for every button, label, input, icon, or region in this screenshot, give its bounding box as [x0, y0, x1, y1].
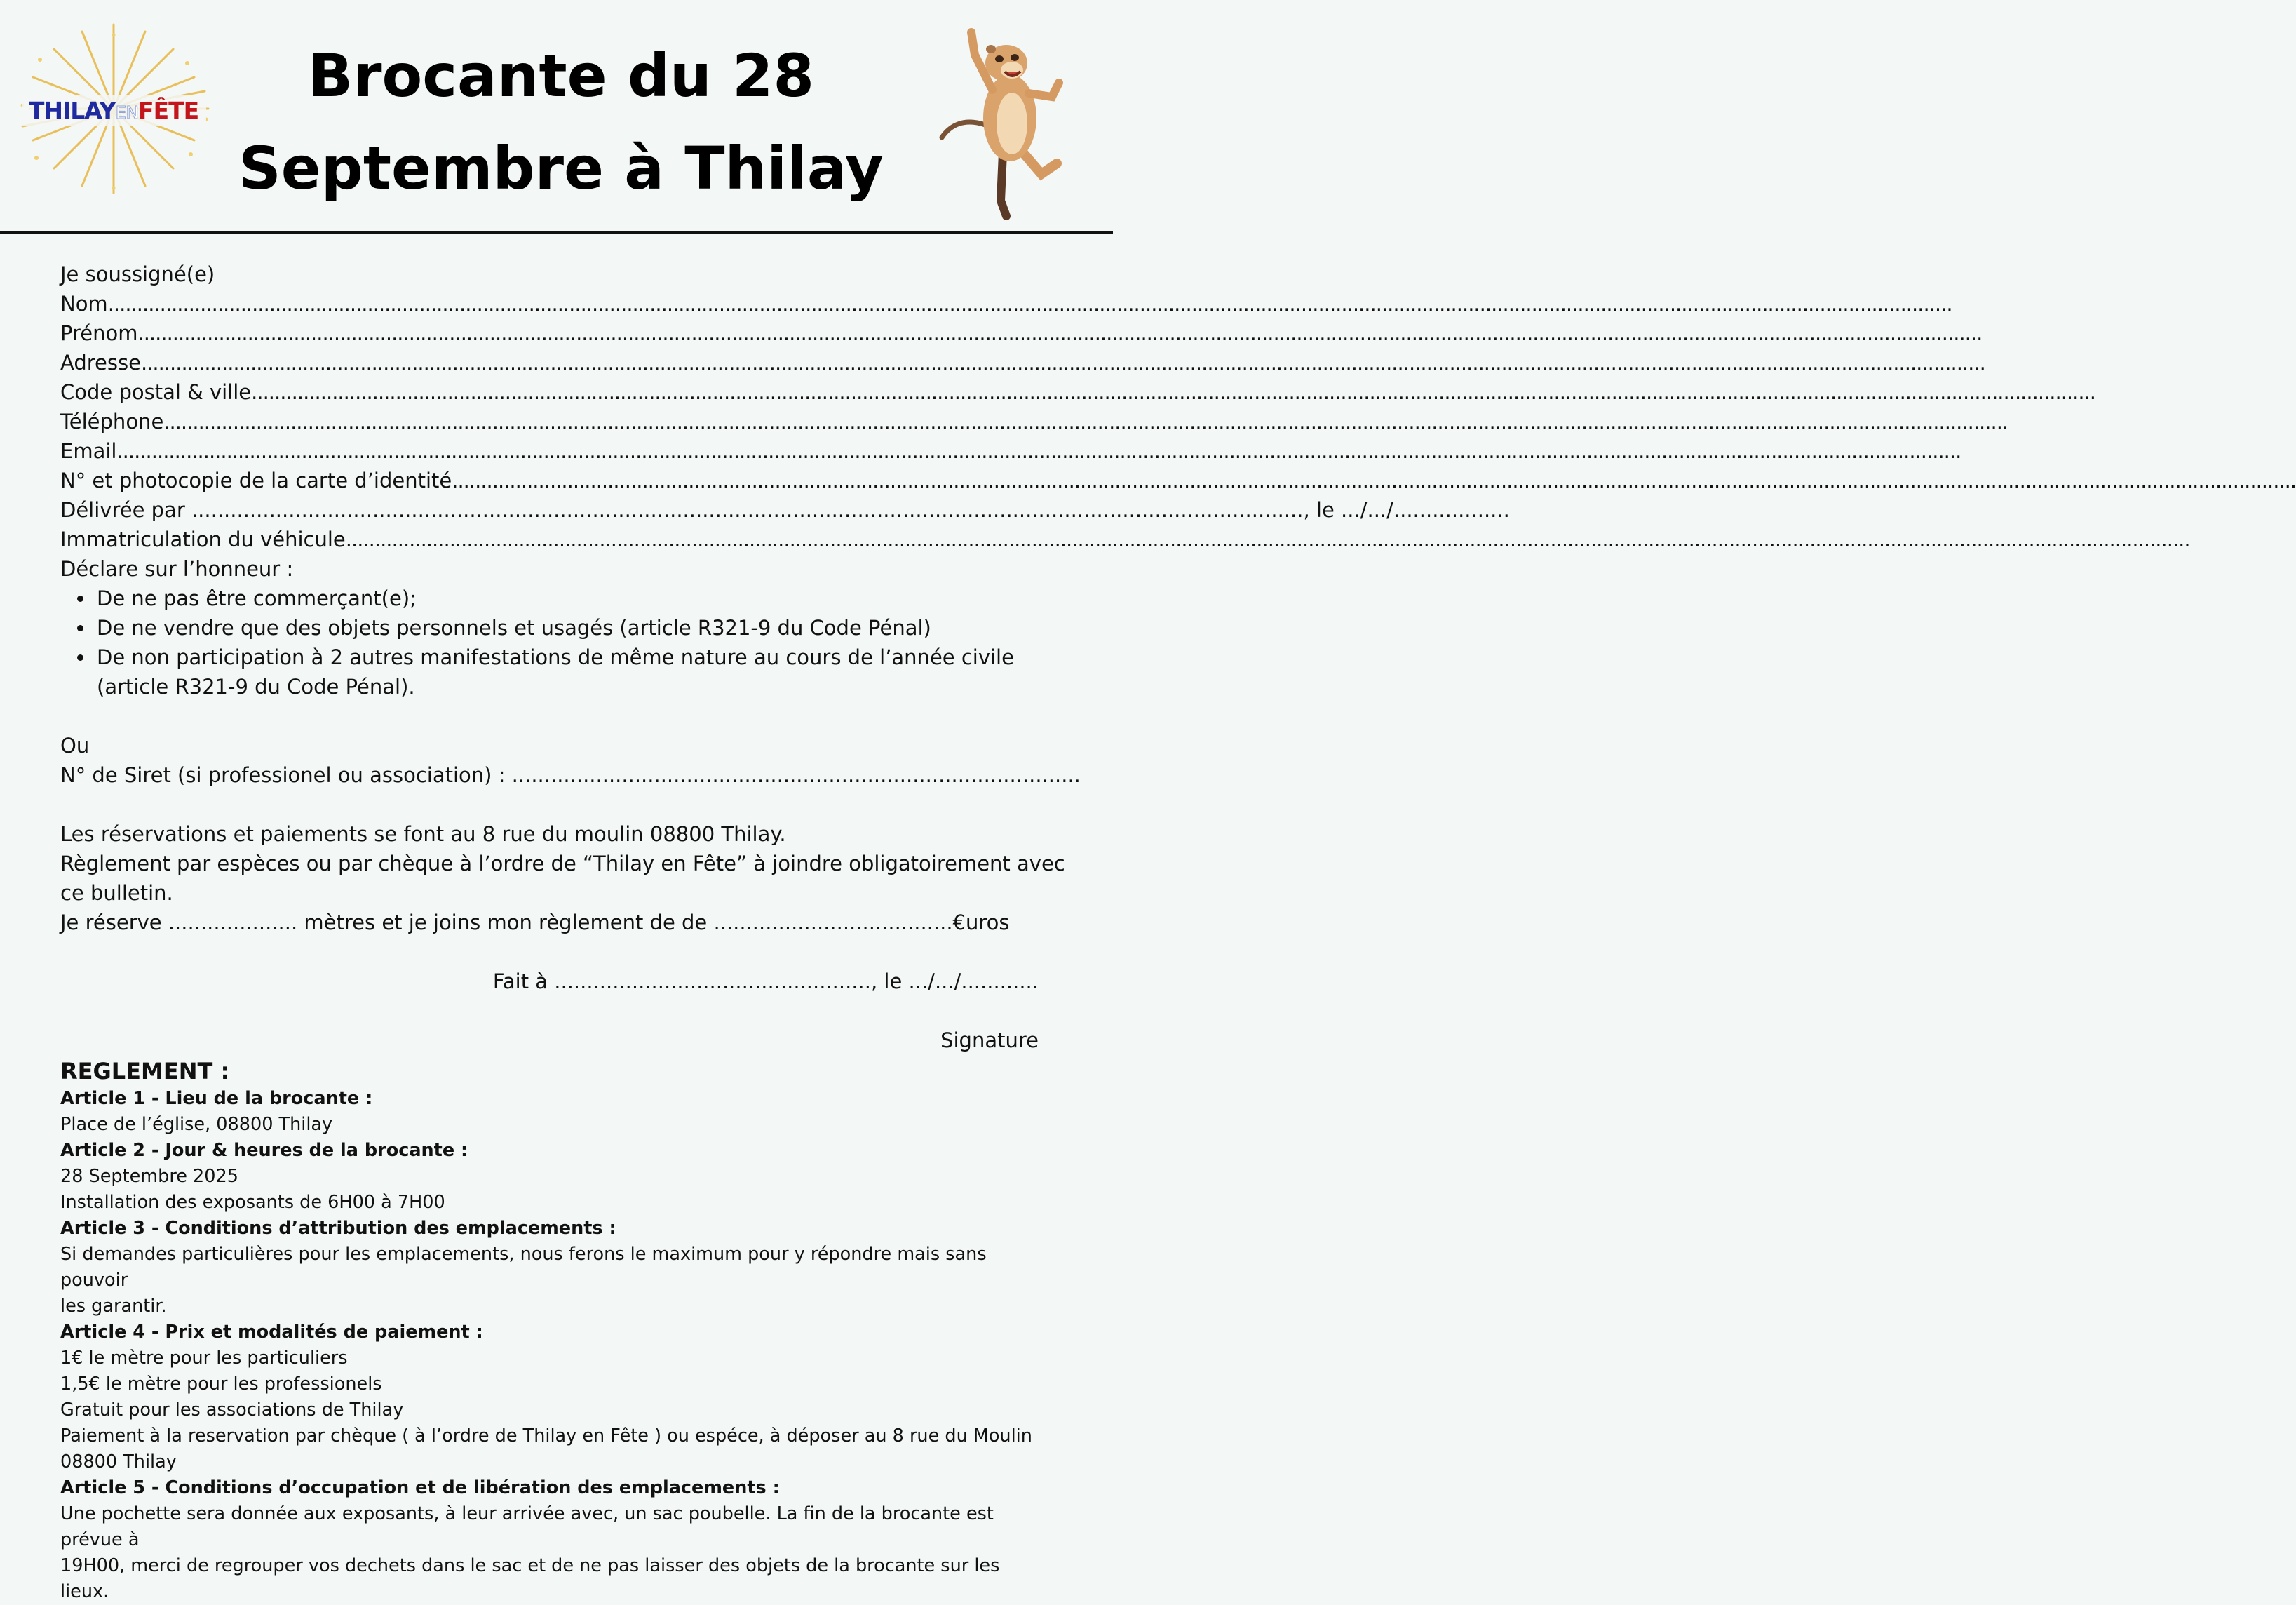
- article-2: [60, 1138, 1049, 1216]
- field-prenom-dots[interactable]: [137, 318, 1982, 348]
- article-title: Article 1 - Lieu de la brocante :: [60, 1088, 373, 1109]
- field-fait-a[interactable]: Fait à ................................................., le .../.../............: [492, 969, 1039, 993]
- article-line: Installation des exposants de 6H00 à 7H00: [60, 1192, 445, 1213]
- signature-label: Signature: [940, 1028, 1039, 1052]
- article-line: Gratuit pour les associations de Thilay: [60, 1399, 404, 1421]
- article-4: [60, 1319, 1049, 1475]
- declaration-list: [60, 584, 1042, 672]
- declare-heading: Déclare sur l’honneur :: [60, 557, 294, 581]
- form-intro: Je soussigné(e): [60, 262, 215, 286]
- article-title: Article 2 - Jour & heures de la brocante :: [60, 1140, 468, 1161]
- field-immatriculation[interactable]: [60, 525, 1039, 554]
- article-line: Paiement à la reservation par chèque ( à l’ordre de Thilay en Fête ) ou espéce, à déposer au 8 rue du Moulin: [60, 1425, 1032, 1446]
- field-prenom[interactable]: [60, 318, 1039, 348]
- article-title: Article 5 - Conditions d’occupation et de libération des emplacements :: [60, 1477, 780, 1498]
- title-line-2: Septembre à Thilay: [238, 134, 884, 203]
- article-line: Si demandes particulières pour les emplacements, nous ferons le maximum pour y répondre mais sans pouvoir: [60, 1244, 987, 1291]
- field-nom[interactable]: [60, 289, 1039, 318]
- article-line: 08800 Thilay: [60, 1451, 177, 1472]
- article-line: les garantir.: [60, 1296, 167, 1317]
- field-telephone-dots[interactable]: [163, 407, 2008, 436]
- declaration-item: De ne pas être commerçant(e);: [97, 584, 1042, 613]
- field-email-dots[interactable]: [116, 436, 1961, 466]
- field-adresse[interactable]: [60, 348, 1039, 377]
- field-telephone[interactable]: [60, 407, 1039, 436]
- article-line: Place de l’église, 08800 Thilay: [60, 1114, 333, 1135]
- field-prenom-label: Prénom: [60, 321, 138, 345]
- field-carte-identite-dots[interactable]: [452, 466, 2296, 495]
- article-1: [60, 1086, 1049, 1138]
- reglement-title: REGLEMENT :: [60, 1058, 230, 1084]
- reservations-info: Les réservations et paiements se font au 8 rue du moulin 08800 Thilay.: [60, 822, 786, 846]
- article-line: 19H00, merci de regrouper vos dechets dans le sac et de ne pas laisser des objets de la brocante sur les lieux.: [60, 1555, 1000, 1602]
- field-telephone-label: Téléphone: [60, 410, 164, 434]
- meerkat-mascot-icon: [936, 13, 1083, 223]
- declaration-item: De non participation à 2 autres manifestations de même nature au cours de l’année civile: [97, 643, 1042, 672]
- logo-text-fete: FÊTE: [138, 97, 199, 124]
- declaration-item-continuation: (article R321-9 du Code Pénal).: [97, 675, 415, 699]
- declaration-item: De ne vendre que des objets personnels et usagés (article R321-9 du Code Pénal): [97, 613, 1042, 643]
- title-line-1: Brocante du 28: [308, 41, 814, 110]
- logo-text-en: EN: [115, 102, 139, 123]
- article-line: 28 Septembre 2025: [60, 1166, 238, 1187]
- article-3: [60, 1216, 1049, 1319]
- field-immatriculation-label: Immatriculation du véhicule: [60, 528, 346, 551]
- field-nom-label: Nom: [60, 292, 108, 316]
- field-carte-identite-label: N° et photocopie de la carte d’identité: [60, 469, 452, 492]
- field-cp-ville-label: Code postal & ville: [60, 380, 252, 404]
- field-nom-dots[interactable]: [108, 289, 1952, 318]
- article-line: Une pochette sera donnée aux exposants, à leur arrivée avec, un sac poubelle. La fin de la brocante est prévue à: [60, 1503, 994, 1550]
- registration-form: [60, 260, 1510, 1055]
- field-cp-ville-dots[interactable]: [251, 377, 2095, 407]
- field-carte-identite[interactable]: [60, 466, 1039, 495]
- logo-text-thilay: THILAY: [28, 97, 116, 124]
- article-5: [60, 1475, 1049, 1605]
- field-adresse-label: Adresse: [60, 351, 141, 375]
- article-title: Article 3 - Conditions d’attribution des emplacements :: [60, 1218, 616, 1239]
- article-line: 1,5€ le mètre pour les professionels: [60, 1374, 382, 1395]
- article-title: Article 4 - Prix et modalités de paiement :: [60, 1322, 483, 1343]
- page-title: [210, 29, 912, 215]
- reglement-info-1: Règlement par espèces ou par chèque à l’ordre de “Thilay en Fête” à joindre obligatoirement avec: [60, 852, 1065, 875]
- reglement-info-2: ce bulletin.: [60, 881, 173, 905]
- field-delivree[interactable]: Délivrée par ............................................................................................................................................................................, le .../.../..................: [60, 498, 1510, 522]
- field-siret[interactable]: N° de Siret (si professionel ou association) : ........................................................................................: [60, 763, 1081, 787]
- logo-wordmark: [8, 97, 219, 124]
- field-email-label: Email: [60, 439, 117, 463]
- field-reserve[interactable]: Je réserve .................... mètres et je joins mon règlement de de .....................................€uros: [60, 911, 1010, 934]
- field-immatriculation-dots[interactable]: [346, 525, 2190, 554]
- article-line: 1€ le mètre pour les particuliers: [60, 1348, 348, 1369]
- thilay-en-fete-logo: [8, 21, 219, 196]
- page-header: [0, 0, 1113, 231]
- reglement-section: [60, 1056, 1049, 1605]
- field-email[interactable]: [60, 436, 1039, 466]
- header-divider: [0, 231, 1113, 234]
- field-cp-ville[interactable]: [60, 377, 1039, 407]
- ou-label: Ou: [60, 734, 90, 758]
- field-adresse-dots[interactable]: [141, 348, 1985, 377]
